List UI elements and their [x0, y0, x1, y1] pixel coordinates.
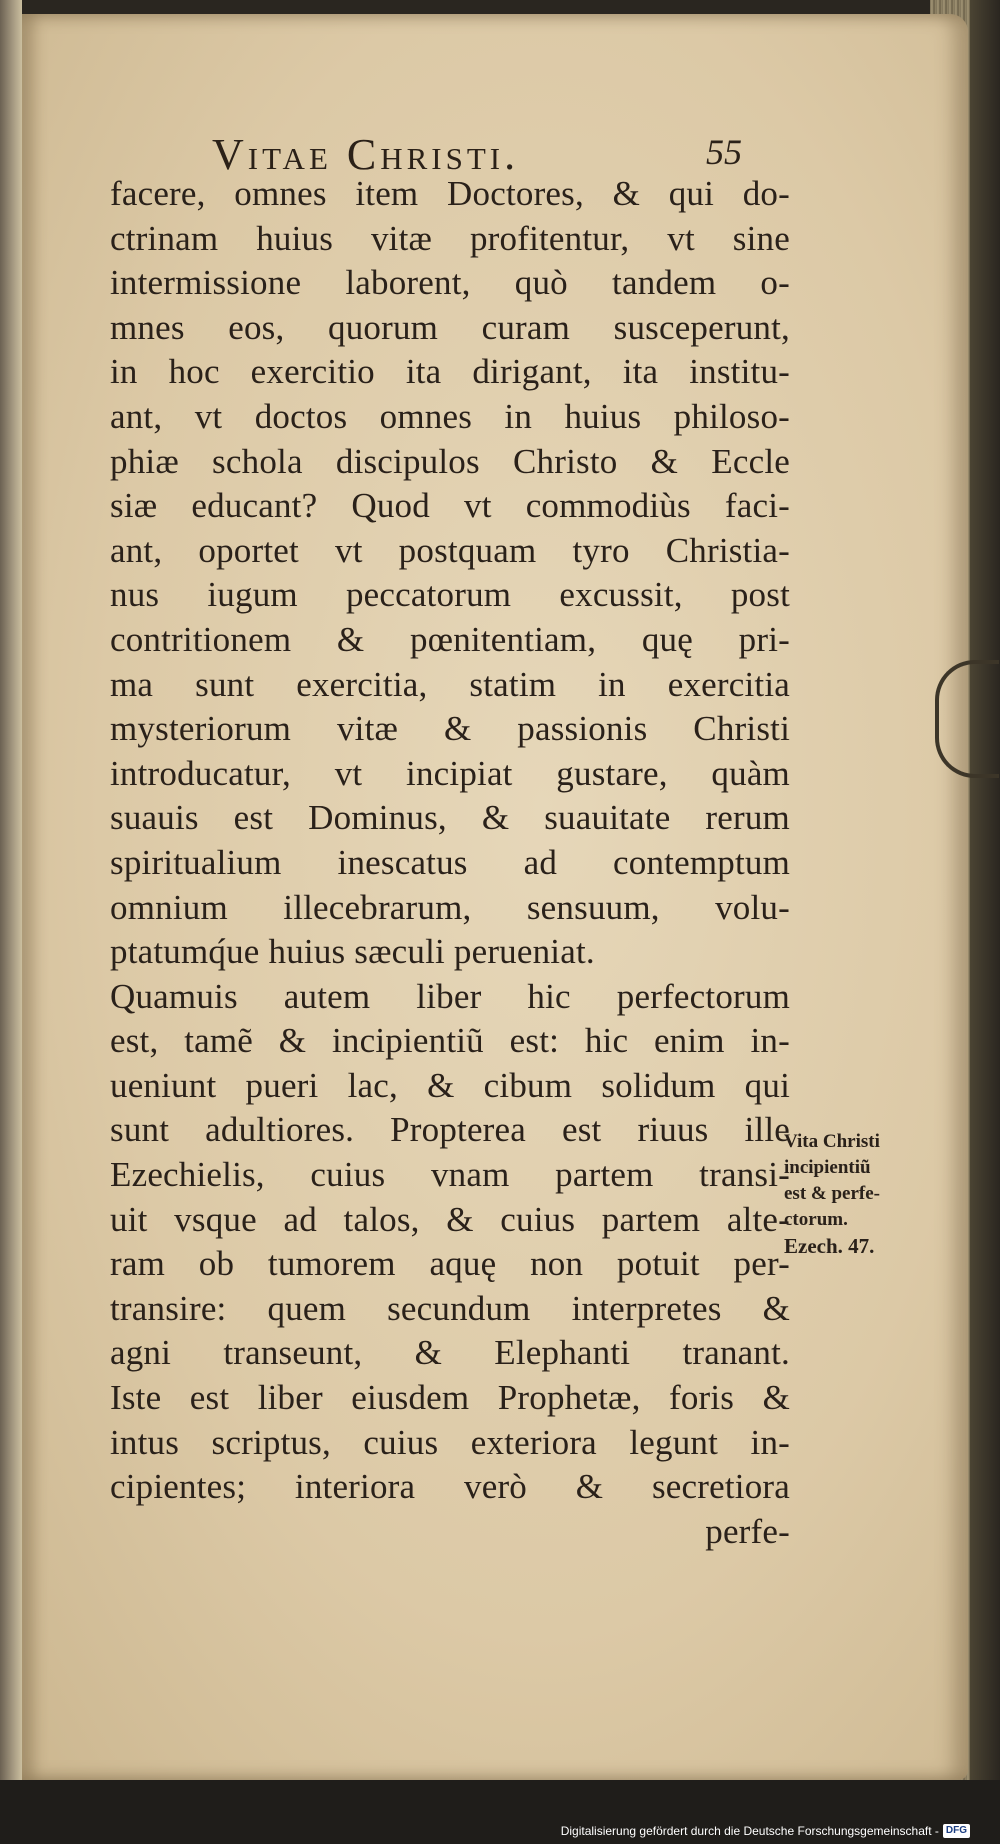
text-line: facere, omnes item Doctores, & qui do- [110, 174, 790, 213]
text-line: contritionem & pœnitentiam, quę pri- [110, 619, 790, 659]
text-line: sunt adultiores. Propterea est riuus ille [110, 1110, 790, 1150]
text-line: in hoc exercitio ita dirigant, ita institu- [110, 352, 790, 392]
text-line: Ezechielis, cuius vnam partem transi- [110, 1155, 790, 1195]
text-line: nus iugum peccatorum excussit, post [110, 575, 790, 615]
text-line: cipientes; interiora verò & secretiora [110, 1467, 790, 1507]
text-line: ant, vt doctos omnes in huius philoso- [110, 396, 790, 436]
text-line: uit vsque ad talos, & cuius partem alte- [110, 1199, 790, 1239]
text-line: ma sunt exercitia, statim in exercitia [110, 664, 790, 704]
text-line: siæ educant? Quod vt commodiùs faci- [110, 486, 790, 526]
text-line: intus scriptus, cuius exteriora legunt in- [110, 1422, 790, 1462]
marginal-note-line: est & perfe- [784, 1183, 881, 1204]
dfg-logo: DFG [943, 1824, 970, 1838]
text-line: spiritualium inescatus ad contemptum [110, 842, 790, 882]
text-line: omnium illecebrarum, sensuum, volu- [110, 887, 790, 927]
catchword: perfe- [705, 1511, 790, 1551]
text-line: ueniunt pueri lac, & cibum solidum qui [110, 1065, 790, 1105]
text-line: introducatur, vt incipiat gustare, quàm [110, 753, 790, 793]
text-line: ptatumq́ue huius sæculi perueniat. [110, 932, 595, 972]
scripture-reference: Ezech. 47. [784, 1234, 875, 1258]
text-line: est, tamẽ & incipientiũ est: hic enim in- [110, 1021, 790, 1061]
text-line: ram ob tumorem aquę non potuit per- [110, 1244, 790, 1284]
marginal-note-line: Vita Christi [784, 1131, 880, 1152]
page-number: 55 [706, 132, 742, 172]
text-line: Iste est liber eiusdem Prophetæ, foris & [110, 1378, 790, 1418]
text-line: mysteriorum vitæ & passionis Christi [110, 709, 790, 749]
running-title: Vitae Christi. [212, 130, 520, 179]
marginal-note [784, 1129, 944, 1259]
previous-page-gutter [0, 0, 22, 1790]
text-line: agni transeunt, & Elephanti tranant. [110, 1333, 790, 1373]
text-line: Quamuis autem liber hic perfectorum [110, 976, 790, 1016]
digitization-credit [561, 1824, 970, 1838]
body-text [110, 172, 790, 1554]
text-line: phiæ schola discipulos Christo & Eccle [110, 441, 790, 481]
text-line: suauis est Dominus, & suauitate rerum [110, 798, 790, 838]
marginal-note-line: incipientiũ [784, 1157, 871, 1178]
text-line: transire: quem secundum interpretes & [110, 1288, 790, 1328]
marginal-note-line: ctorum. [784, 1209, 848, 1230]
book-page [22, 14, 968, 1780]
text-line: mnes eos, quorum curam susceperunt, [110, 307, 790, 347]
text-line: ant, oportet vt postquam tyro Christia- [110, 530, 790, 570]
credit-text: Digitalisierung gefördert durch die Deutsche Forschungsgemeinschaft - [560, 1824, 939, 1838]
text-line: ctrinam huius vitæ profitentur, vt sine [110, 218, 790, 258]
text-line: intermissione laborent, quò tandem o- [110, 263, 790, 303]
clasp-mark [935, 660, 999, 778]
